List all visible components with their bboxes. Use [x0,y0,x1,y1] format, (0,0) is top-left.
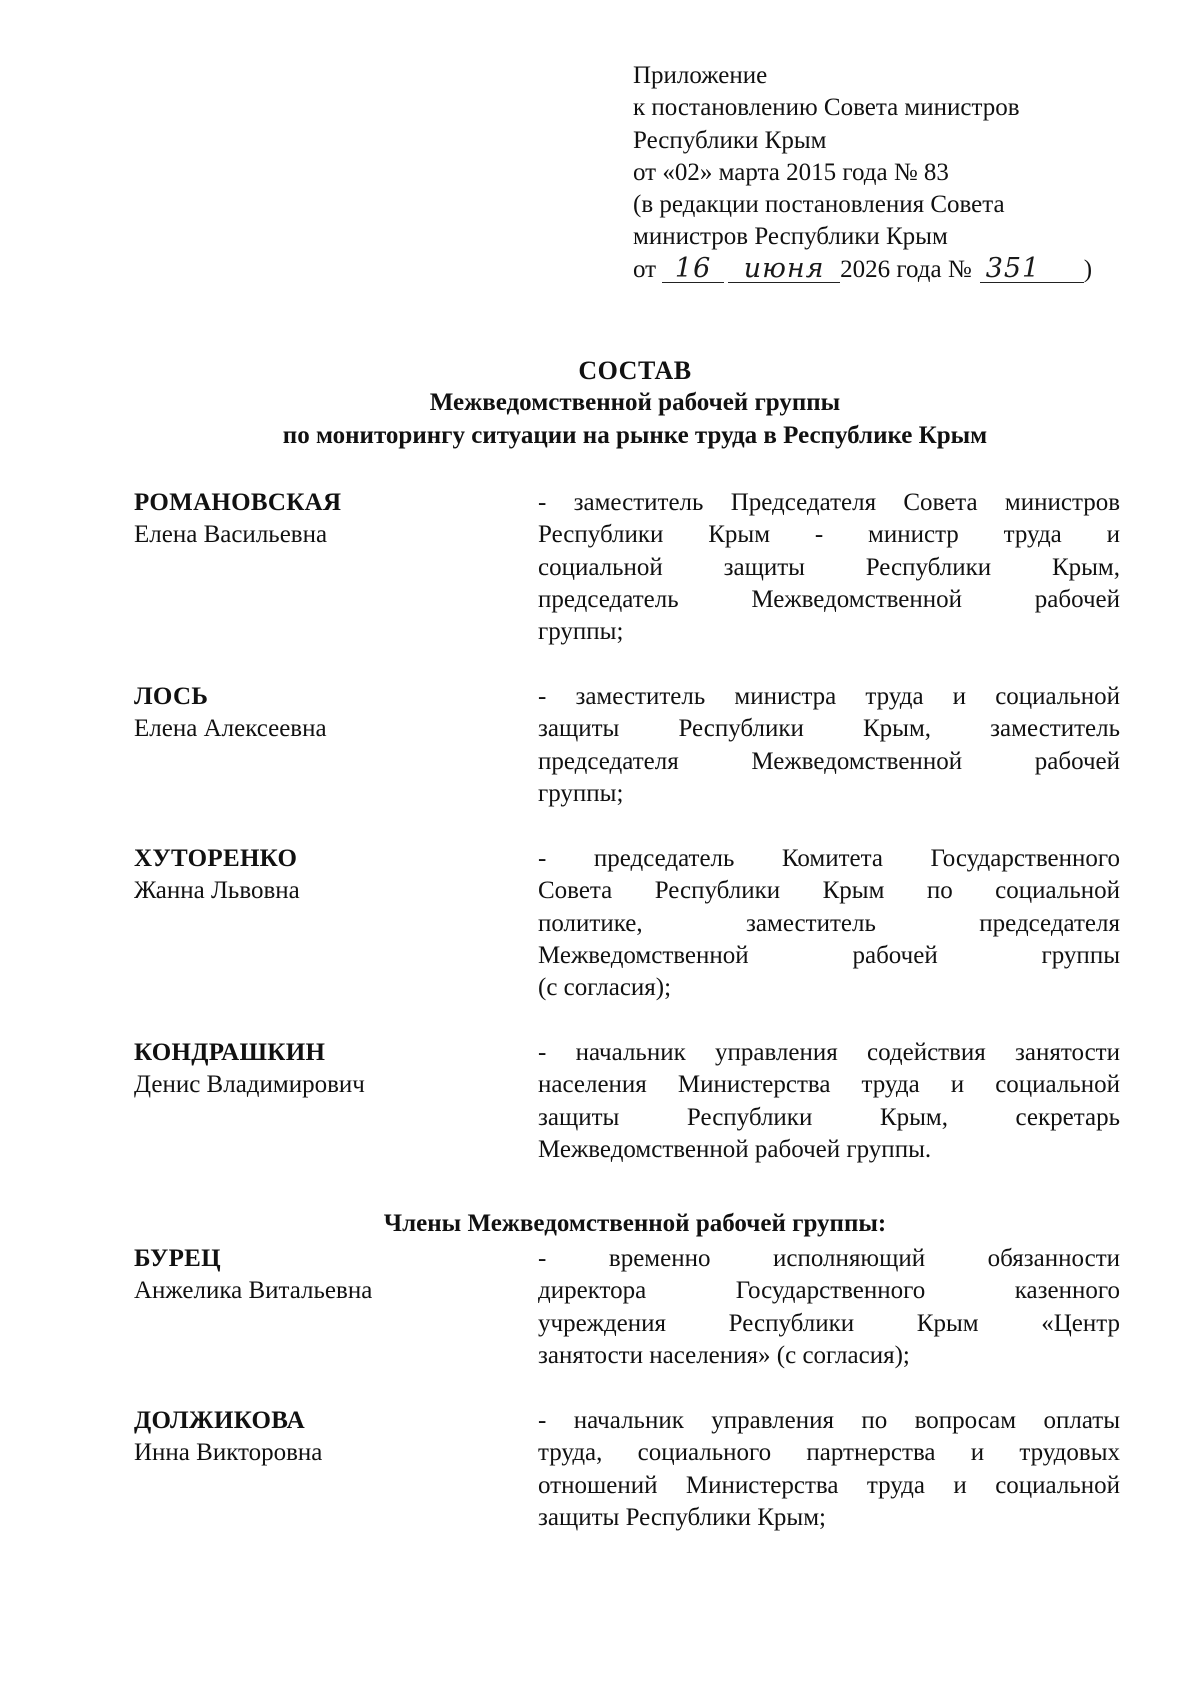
role-line: председателя Межведомственной рабочей [538,747,1120,775]
role-line: труда, социального партнерства и трудовых [538,1439,1120,1467]
person-name [134,843,534,908]
person-role [538,1243,1120,1372]
role-line: защиты Республики Крым; [538,1503,826,1531]
person-name [134,487,534,552]
appendix-line: министров Республики Крым [633,223,948,251]
date-prefix: от [633,255,657,283]
role-line: - председатель Комитета Государственного [538,845,1120,872]
role-line: Совета Республики Крым по социальной [538,877,1120,905]
person-surname: РОМАНОВСКАЯ [134,489,342,516]
person-name [134,1405,534,1470]
close-paren: ) [1083,255,1093,283]
appendix-line: Приложение [633,62,768,89]
person-role [538,1405,1120,1534]
role-line: Республики Крым - министр труда и [538,521,1120,549]
handwritten-number: 351 [980,256,1084,283]
role-line: - заместитель Председателя Совета министров [538,489,1120,516]
person-role [538,843,1120,1004]
document-title [120,355,1150,452]
appendix-line: Республики Крым [633,126,827,154]
person-name [134,1037,534,1102]
role-line: (с согласия); [538,974,672,1002]
person-given-name: Жанна Львовна [134,877,300,905]
handwritten-month: июня [728,256,840,283]
title-line: Межведомственной рабочей группы [429,389,841,417]
role-line: председатель Межведомственной рабочей [538,585,1120,613]
person-given-name: Елена Алексеевна [134,715,327,743]
person-role [538,487,1120,648]
person-surname: КОНДРАШКИН [134,1039,326,1066]
person-surname: ДОЛЖИКОВА [134,1407,305,1434]
person-role [538,681,1120,810]
role-line: группы; [538,779,624,807]
role-line: группы; [538,618,624,646]
role-line: - начальник управления содействия занятости [538,1039,1120,1066]
role-line: Межведомственной рабочей группы. [538,1135,932,1163]
role-line: - заместитель министра труда и социальной [538,683,1120,710]
role-line: населения Министерства труда и социальной [538,1071,1120,1099]
person-role [538,1037,1120,1166]
person-given-name: Анжелика Витальевна [134,1277,373,1305]
person-surname: БУРЕЦ [134,1245,221,1272]
person-given-name: Елена Васильевна [134,521,328,549]
role-line: защиты Республики Крым, заместитель [538,715,1120,743]
person-name [134,1243,534,1308]
appendix-header [633,60,1153,286]
role-line: Межведомственной рабочей группы [538,941,1120,969]
title-main: СОСТАВ [578,356,692,385]
role-line: социальной защиты Республики Крым, [538,553,1120,581]
appendix-line: к постановлению Совета министров [633,94,1020,122]
handwritten-day: 16 [662,256,724,283]
person-given-name: Инна Викторовна [134,1439,323,1467]
person-given-name: Денис Владимирович [134,1071,365,1099]
role-line: учреждения Республики Крым «Центр [538,1309,1120,1337]
person-surname: ХУТОРЕНКО [134,845,298,872]
person-surname: ЛОСЬ [134,683,209,710]
title-line: по мониторингу ситуации на рынке труда в Республике Крым [282,421,988,449]
role-line: - временно исполняющий обязанности [538,1245,1120,1272]
members-section-title: Члены Межведомственной рабочей группы: [383,1210,887,1237]
role-line: - начальник управления по вопросам оплаты [538,1407,1120,1434]
role-line: отношений Министерства труда и социальной [538,1471,1120,1499]
amendment-date-line [633,254,1153,286]
role-line: политике, заместитель председателя [538,909,1120,937]
role-line: защиты Республики Крым, секретарь [538,1103,1120,1131]
year-text: 2026 года [840,255,942,283]
number-prefix: № [947,255,972,283]
appendix-line: от «02» марта 2015 года № 83 [633,158,949,186]
person-name [134,681,534,746]
role-line: директора Государственного казенного [538,1277,1120,1305]
appendix-line: (в редакции постановления Совета [633,191,1005,219]
role-line: занятости населения» (с согласия); [538,1341,910,1369]
